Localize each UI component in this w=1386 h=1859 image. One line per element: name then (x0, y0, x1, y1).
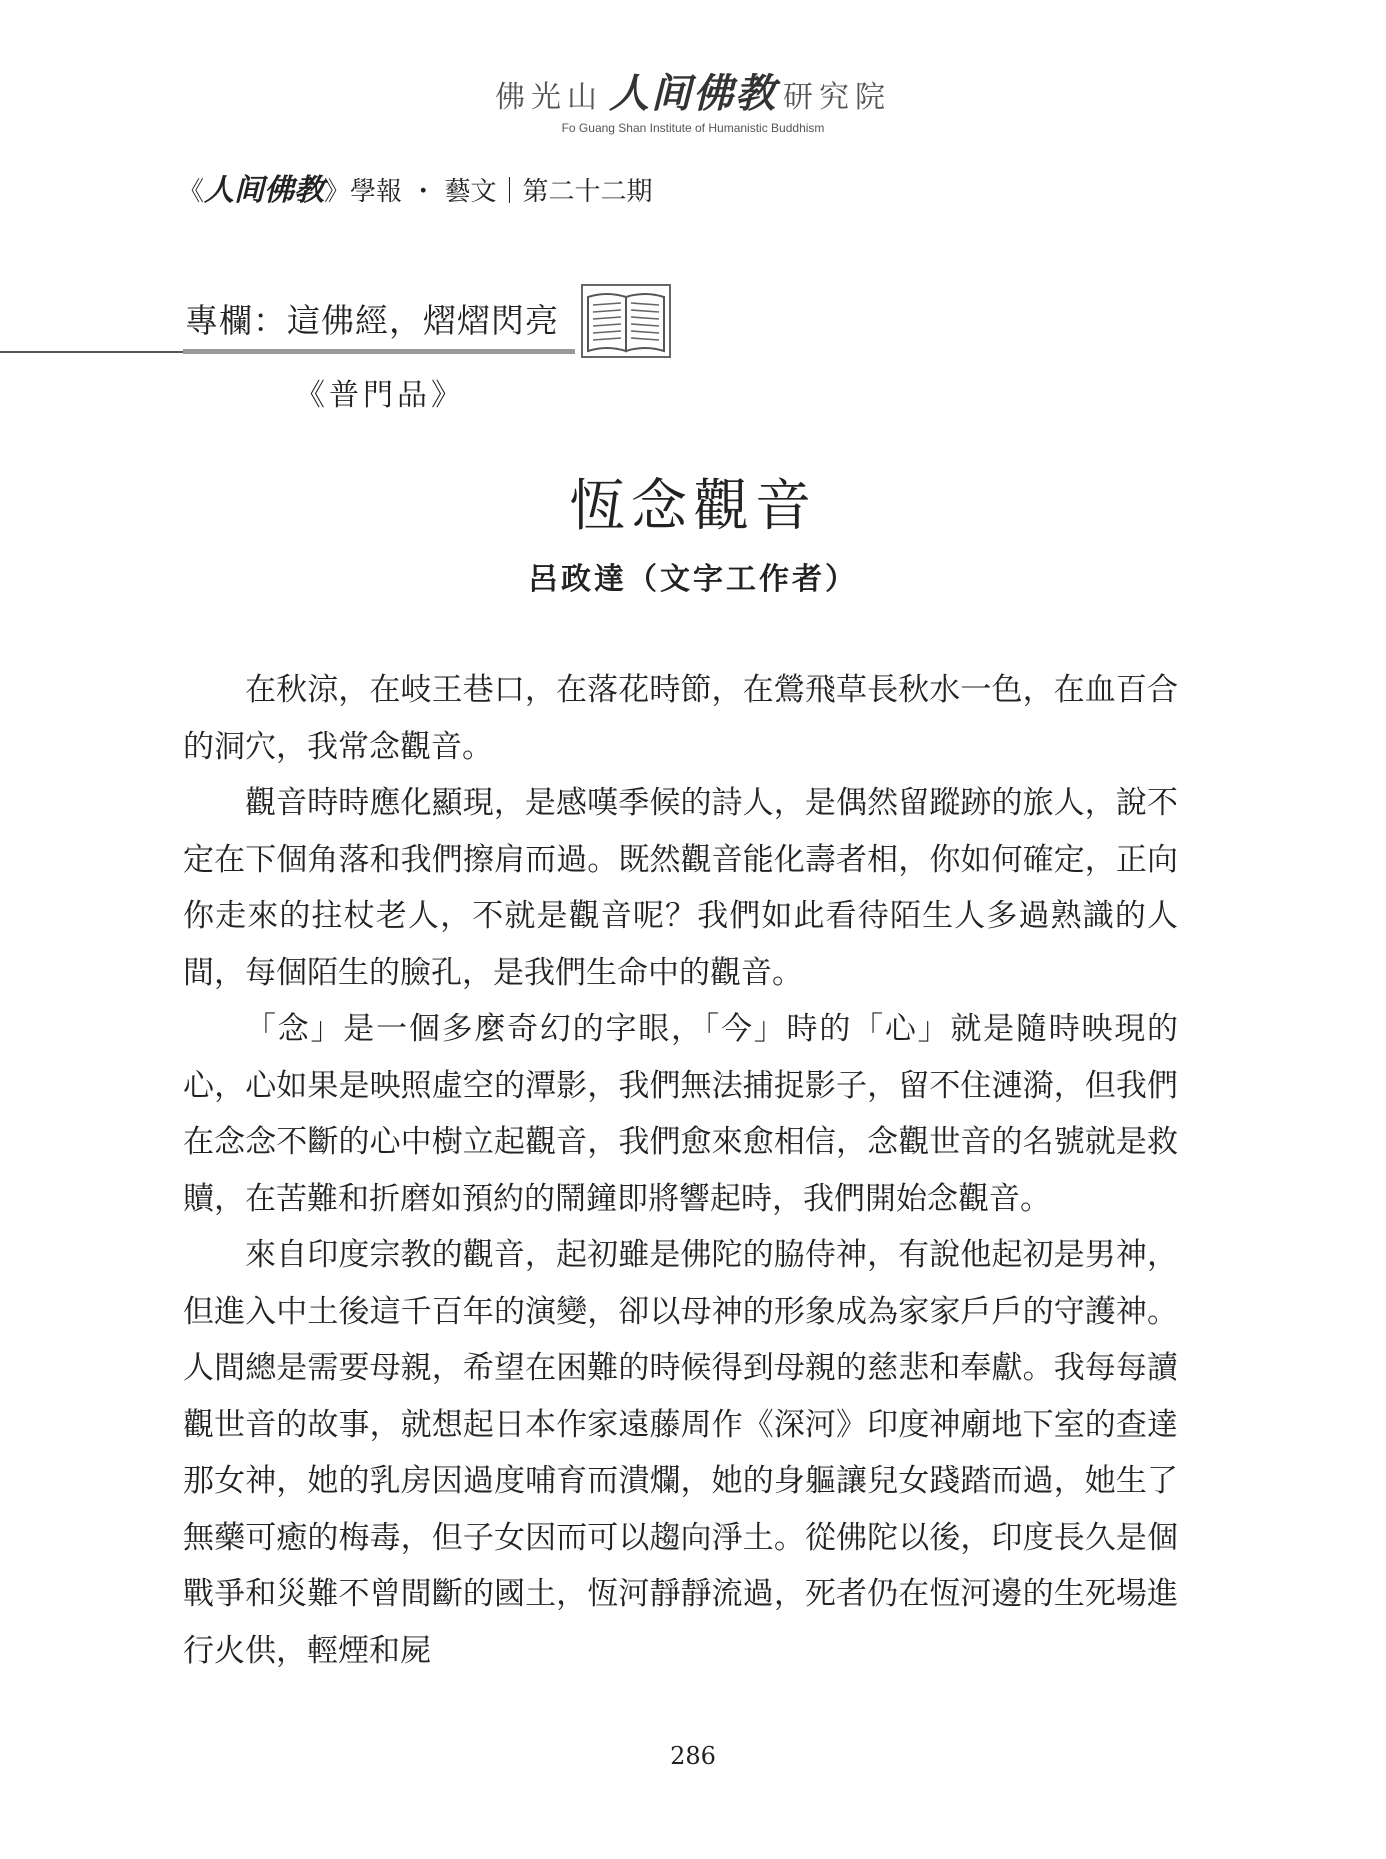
paragraph: 在秋涼，在岐王巷口，在落花時節，在鶯飛草長秋水一色，在血百合的洞穴，我常念觀音。 (183, 672, 1178, 765)
institute-suffix: 研究院 (783, 80, 891, 115)
institute-english-name: Fo Guang Shan Institute of Humanistic Buddhism (561, 121, 825, 135)
journal-brand-logo: 人间佛教 (204, 173, 325, 208)
journal-close-bracket: 》 (324, 177, 351, 207)
column-underline (183, 349, 575, 354)
institute-brand-logo: 人间佛教 (609, 70, 777, 117)
journal-header (178, 165, 653, 209)
paragraph: 「念」是一個多麼奇幻的字眼，「今」時的「心」就是隨時映現的心，心如果是映照虛空的潭影，我們無法捕捉影子，留不住漣漪，但我們在念念不斷的心中樹立起觀音，我們愈來愈相信，念觀世音的名號就是救贖，在苦難和折磨如預約的鬧鐘即將響起時，我們開始念觀音。 (183, 1011, 1178, 1217)
article-author: 呂政達（文字工作者） (528, 562, 858, 597)
institute-header (0, 62, 1386, 135)
article-body (183, 662, 1178, 1679)
article-title: 恆念觀音 (569, 474, 817, 539)
journal-open-bracket: 《 (178, 177, 205, 207)
paragraph: 觀音時時應化顯現，是感嘆季候的詩人，是偶然留蹤跡的旅人，說不定在下個角落和我們擦肩而過。既然觀音能化壽者相，你如何確定，正向你走來的拄杖老人，不就是觀音呢？我們如此看待陌生人多過熟識的人間，每個陌生的臉孔，是我們生命中的觀音。 (183, 785, 1178, 991)
open-book-icon (580, 283, 672, 359)
institute-prefix: 佛光山 (495, 80, 603, 115)
page-number: 286 (670, 1742, 716, 1770)
column-title: 專欄：這佛經，熠熠閃亮 (185, 301, 559, 340)
paragraph: 來自印度宗教的觀音，起初雖是佛陀的脇侍神，有說他起初是男神，但進入中土後這千百年的演變，卻以母神的形象成為家家戶戶的守護神。人間總是需要母親，希望在困難的時候得到母親的慈悲和奉獻。我每每讀觀世音的故事，就想起日本作家遠藤周作《深河》印度神廟地下室的查達那女神，她的乳房因過度哺育而潰爛，她的身軀讓兒女踐踏而過，她生了無藥可癒的梅毒，但子女因而可以趨向淨土。從佛陀以後，印度長久是個戰爭和災難不曾間斷的國土，恆河靜靜流過，死者仍在恆河邊的生死場進行火供，輕煙和屍 (183, 1237, 1178, 1669)
journal-issue: 學報 ・ 藝文｜第二十二期 (350, 177, 653, 207)
institute-name (0, 62, 1386, 119)
sutra-name: 《普門品》 (295, 378, 465, 413)
